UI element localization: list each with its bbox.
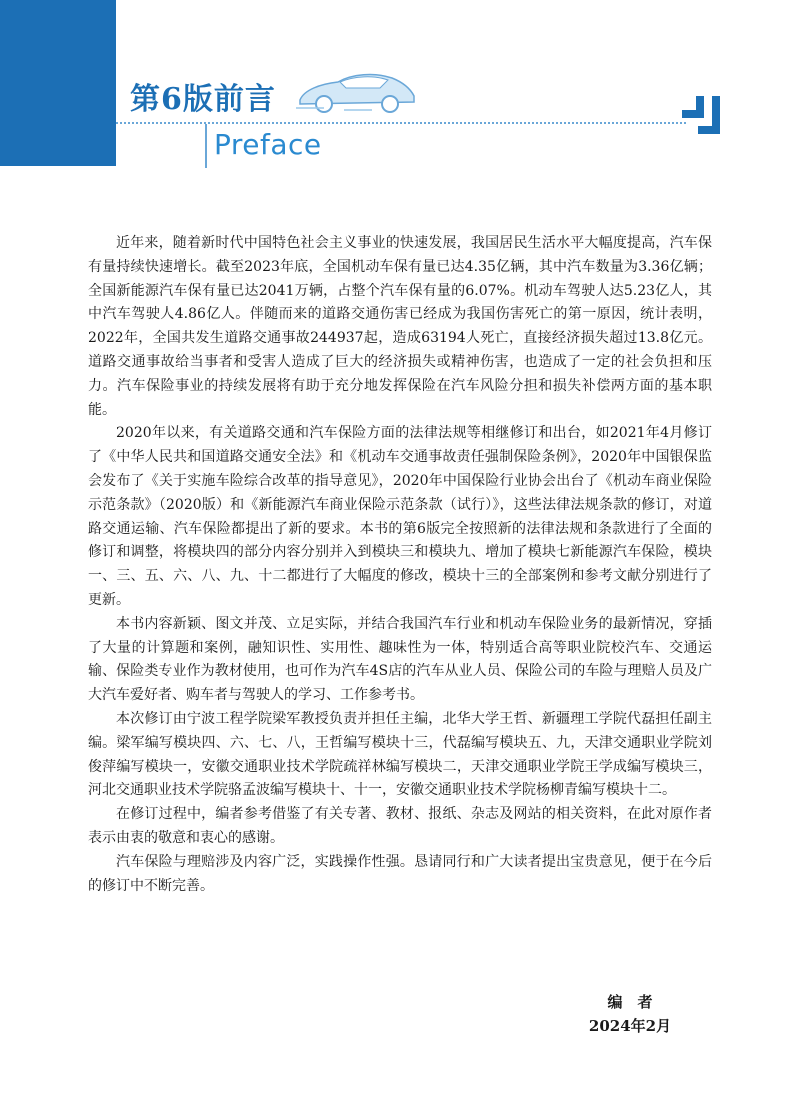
car-icon	[294, 66, 418, 118]
signature-date: 2024年2月	[588, 1017, 672, 1035]
paragraph: 本书内容新颖、图文并茂、立足实际，并结合我国汽车行业和机动车保险业务的最新情况，穿插了大量的计算题和案例，融知识性、实用性、趣味性为一体，特别适合高等职业院校汽车、交通运输、保险类专业作为教材使用，也可作为汽车4S店的汽车从业人员、保险公司的车险与理赔人员及广大汽车爱好者、购车者与驾驶人的学习、工作参考书。	[88, 615, 712, 704]
page-title: 第6版前言	[130, 82, 276, 117]
page-subtitle: Preface	[214, 128, 322, 161]
corner-decoration-icon	[682, 96, 726, 140]
signature-author: 编 者	[607, 993, 653, 1011]
paragraph: 2020年以来，有关道路交通和汽车保险方面的法律法规等相继修订和出台，如2021年4月修订了《中华人民共和国道路交通安全法》和《机动车交通事故责任强制保险条例》，2020年中国银保监会发布了《关于实施车险综合改革的指导意见》，2020年中国保险行业协会出台了《机动车商业保险示范条款》（2020版）和《新能源汽车商业保险示范条款（试行）》，这些法律法规条款的修订，对道路交通运输、汽车保险都提出了新的要求。本书的第6版完全按照新的法律法规和条款进行了全面的修订和调整，将模块四的部分内容分别并入到模块三和模块九、增加了模块七新能源汽车保险，模块一、三、五、六、八、九、十二都进行了大幅度的修改，模块十三的全部案例和参考文献分别进行了更新。	[88, 425, 712, 608]
signature-block	[570, 990, 690, 1038]
paragraph: 近年来，随着新时代中国特色社会主义事业的快速发展，我国居民生活水平大幅度提高，汽车保有量持续快速增长。截至2023年底，全国机动车保有量已达4.35亿辆，其中汽车数量为3.36亿辆；全国新能源汽车保有量已达2041万辆，占整个汽车保有量的6.07%。机动车驾驶人达5.23亿人，其中汽车驾驶人4.86亿人。伴随而来的道路交通伤害已经成为我国伤害死亡的第一原因，统计表明，2022年，全国共发生道路交通事故244937起，造成63194人死亡，直接经济损失超过13.8亿元。道路交通事故给当事者和受害人造成了巨大的经济损失或精神伤害，也造成了一定的社会负担和压力。汽车保险事业的持续发展将有助于充分地发挥保险在汽车风险分担和损失补偿两方面的基本职能。	[88, 235, 712, 418]
header-color-block	[0, 0, 116, 166]
paragraph: 汽车保险与理赔涉及内容广泛，实践操作性强。恳请同行和广大读者提出宝贵意见，便于在今后的修订中不断完善。	[88, 853, 712, 894]
paragraph: 本次修订由宁波工程学院梁军教授负责并担任主编，北华大学王哲、新疆理工学院代磊担任副主编。梁军编写模块四、六、七、八，王哲编写模块十三，代磊编写模块五、九，天津交通职业学院刘俊萍编写模块一，安徽交通职业技术学院疏祥林编写模块二，天津交通职业学院王学成编写模块三，河北交通职业技术学院骆孟波编写模块十、十一，安徽交通职业技术学院杨柳青编写模块十二。	[88, 710, 712, 799]
paragraph: 在修订过程中，编者参考借鉴了有关专著、教材、报纸、杂志及网站的相关资料，在此对原作者表示由衷的敬意和衷心的感谢。	[88, 806, 712, 846]
header-divider	[116, 122, 686, 124]
preface-body	[88, 232, 712, 898]
